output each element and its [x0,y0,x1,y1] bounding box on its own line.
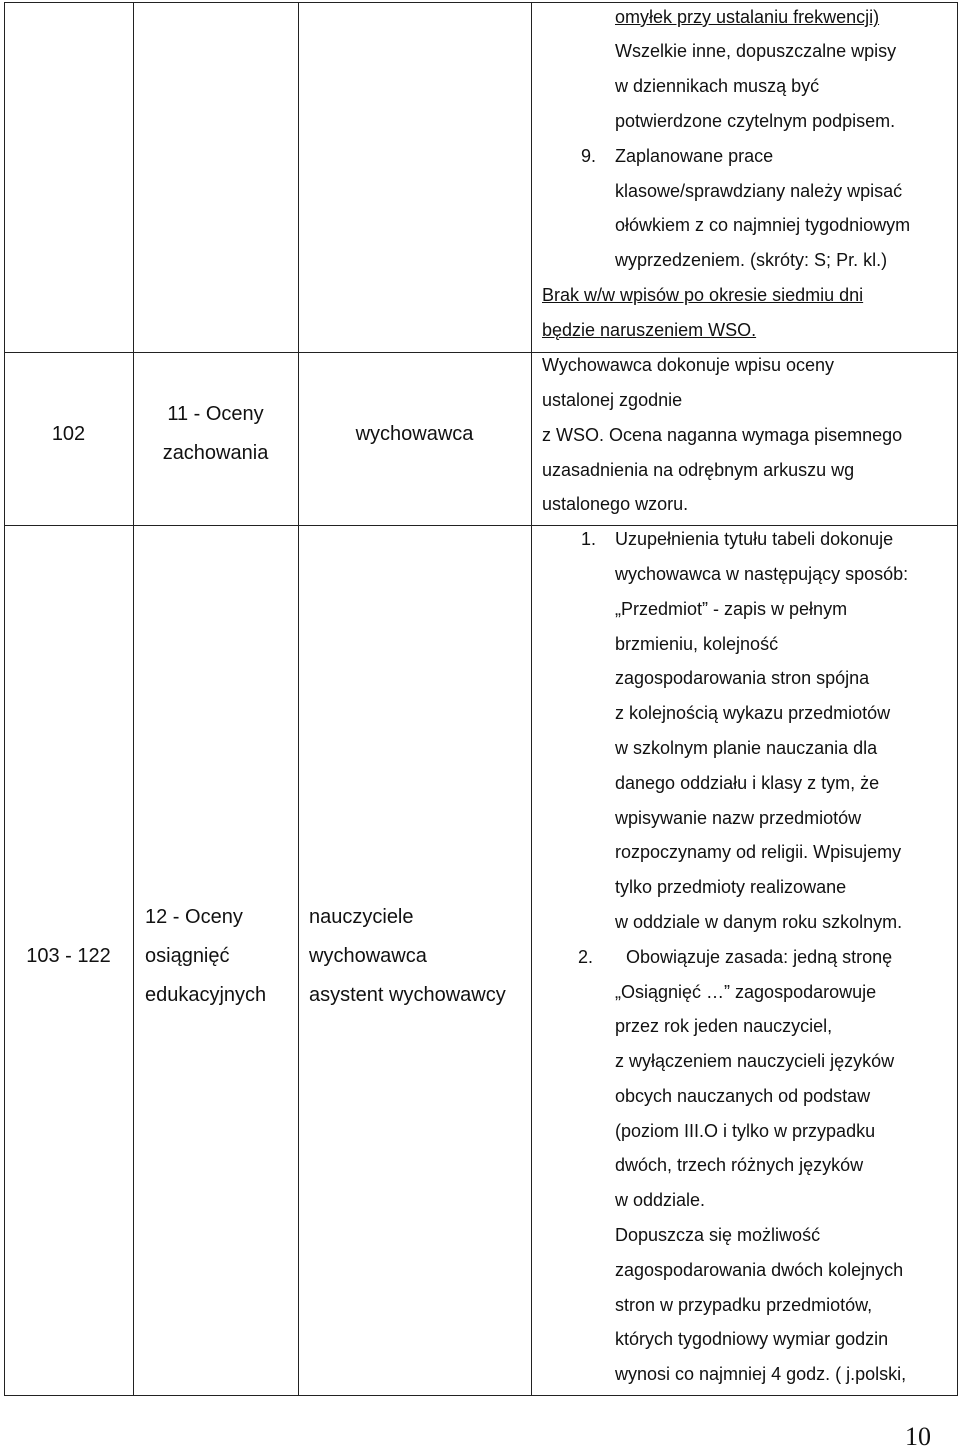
remark-line: Wszelkie inne, dopuszczalne wpisy [615,41,897,61]
remark-line: których tygodniowy wymiar godzin [615,1329,889,1349]
remark-line: omyłek przy ustalaniu frekwencji) [615,7,880,27]
remark-line: danego oddziału i klasy z tym, że [615,773,880,793]
remark-line: Obowiązuje zasada: jedną stronę [626,947,893,967]
remark-line: przez rok jeden nauczyciel, [615,1016,833,1036]
row-responsible: nauczyciele [309,906,414,928]
table-row-divider [4,352,958,353]
remark-line: ustalonej zgodnie [542,390,683,410]
section-number: 12 [145,906,168,928]
remark-line: będzie naruszeniem WSO. [542,320,757,340]
row-pages-102: 102 [51,423,86,445]
remark-line: Dopuszcza się możliwość [615,1225,821,1245]
remark-line: Zaplanowane prace [615,146,774,166]
remark-line: dwóch, trzech różnych języków [615,1155,864,1175]
remark-line: obcych nauczanych od podstaw [615,1086,871,1106]
section-title: - Oceny [167,906,243,928]
row-responsible: wychowawca [309,945,427,967]
table-right-border [957,2,958,1396]
remark-line: Brak w/w wpisów po okresie siedmiu dni [542,285,864,305]
remark-line: Wychowawca dokonuje wpisu oceny [542,355,834,375]
remark-line: wychowawca w następujący sposób: [615,564,909,584]
remark-line: w oddziale. [615,1190,706,1210]
remark-line: w dziennikach muszą być [615,76,820,96]
remark-line: uzasadnienia na odrębnym arkuszu wg [542,460,855,480]
row-title-line: osiągnięć [145,945,230,967]
table-column-divider [531,2,532,1396]
remark-line: Uzupełnienia tytułu tabeli dokonuje [615,529,894,549]
remark-line: zagospodarowania stron spójna [615,668,870,688]
table-column-divider [298,2,299,1396]
remark-line: z kolejnością wykazu przedmiotów [615,703,891,723]
table-bottom-border [4,1395,958,1396]
row-responsible: asystent wychowawcy [309,984,506,1006]
remark-line: (poziom III.O i tylko w przypadku [615,1121,876,1141]
row-pages-103-122: 103 - 122 [26,945,111,967]
remark-line: ołówkiem z co najmniej tygodniowym [615,215,911,235]
row-title-line: zachowania [162,442,269,464]
table-left-border [4,2,5,1396]
row-title-line [145,907,243,927]
section-title: - Oceny [188,403,264,425]
remark-line: brzmieniu, kolejność [615,634,779,654]
section-number: 11 [167,403,189,425]
remark-line: z wyłączeniem nauczycieli języków [615,1051,895,1071]
table-row-divider [4,525,958,526]
remark-line: wpisywanie nazw przedmiotów [615,808,862,828]
remark-line: rozpoczynamy od religii. Wpisujemy [615,842,902,862]
remark-line: zagospodarowania dwóch kolejnych [615,1260,904,1280]
remark-line: w szkolnym planie nauczania dla [615,738,878,758]
row-title-line [133,404,298,424]
table-top-border [4,2,958,3]
remark-line: wynosi co najmniej 4 godz. ( j.polski, [615,1364,907,1384]
remark-line: potwierdzone czytelnym podpisem. [615,111,896,131]
list-number: 1. [581,529,597,549]
page-number: 10 [905,1422,931,1451]
remark-line: „Osiągnięć …” zagospodarowuje [615,982,877,1002]
remark-line: ustalonego wzoru. [542,494,689,514]
list-number: 9. [581,146,597,166]
remark-line: stron w przypadku przedmiotów, [615,1295,873,1315]
remark-line: w oddziale w danym roku szkolnym. [615,912,903,932]
remark-line: tylko przedmioty realizowane [615,877,847,897]
remark-line: wyprzedzeniem. (skróty: S; Pr. kl.) [615,250,888,270]
remark-line: „Przedmiot” - zapis w pełnym [615,599,848,619]
remark-line: klasowe/sprawdziany należy wpisać [615,181,903,201]
table-column-divider [133,2,134,1396]
list-number: 2. [578,947,594,967]
remark-line: z WSO. Ocena naganna wymaga pisemnego [542,425,903,445]
row-responsible: wychowawca [355,423,474,445]
row-title-line: edukacyjnych [145,984,267,1006]
